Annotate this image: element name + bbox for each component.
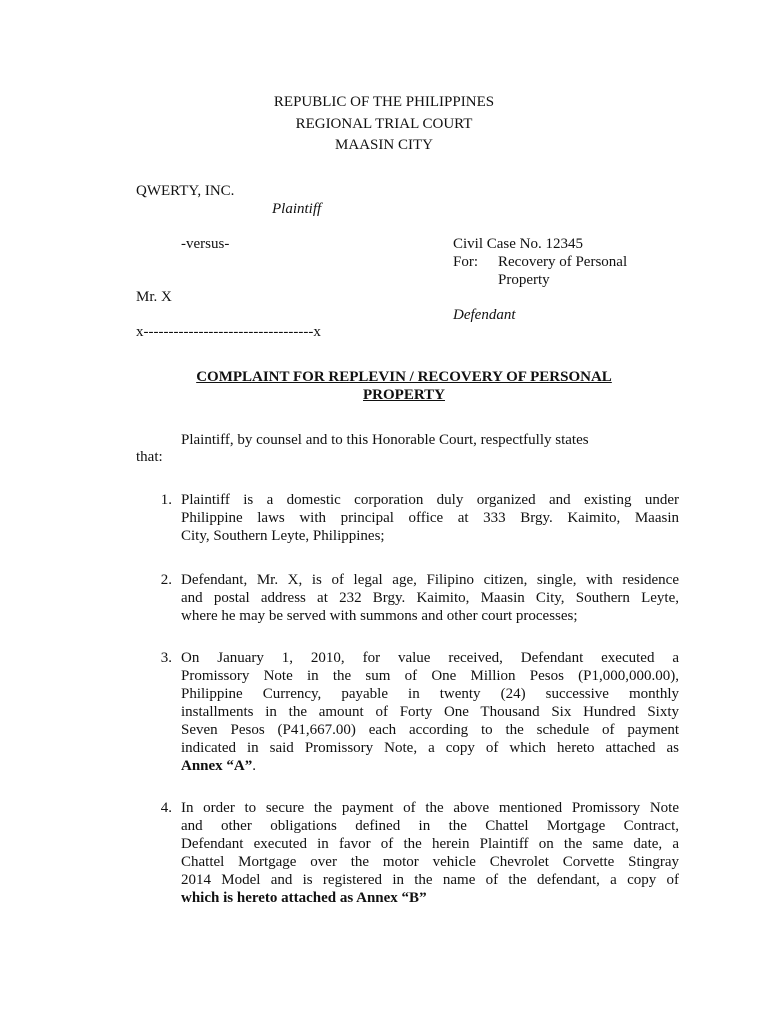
intro-line2: that: bbox=[136, 449, 163, 465]
item-4-line: Chattel Mortgage over the motor vehicle Chevrolet Corvette Stingray bbox=[181, 854, 679, 870]
item-3-line: Promissory Note in the sum of One Million Pesos (P1,000,000.00), bbox=[181, 668, 679, 684]
annex-b-reference: which is hereto attached as Annex “B” bbox=[181, 890, 427, 906]
item-4-line: 2014 Model and is registered in the name of the defendant, a copy of bbox=[181, 872, 679, 888]
item-3-body bbox=[181, 649, 679, 775]
caption-separator: x----------------------------------x bbox=[136, 324, 321, 340]
item-1-body bbox=[181, 491, 679, 545]
defendant-name: Mr. X bbox=[136, 289, 172, 305]
item-2-line: and postal address at 232 Brgy. Kaimito, Maasin City, Southern Leyte, bbox=[181, 590, 679, 606]
item-1-line: Plaintiff is a domestic corporation duly organized and existing under bbox=[181, 492, 679, 508]
item-3-line: indicated in said Promissory Note, a copy of which hereto attached as bbox=[181, 740, 679, 756]
court-header-city: MAASIN CITY bbox=[335, 137, 433, 153]
item-2-line: where he may be served with summons and other court processes; bbox=[181, 608, 578, 624]
item-2-number: 2. bbox=[160, 572, 172, 588]
case-for-label: For: bbox=[453, 254, 479, 270]
complaint-title-line1: COMPLAINT FOR REPLEVIN / RECOVERY OF PERSONAL bbox=[196, 369, 612, 385]
item-1-line: Philippine laws with principal office at 333 Brgy. Kaimito, Maasin bbox=[181, 510, 679, 526]
item-1-line: City, Southern Leyte, Philippines; bbox=[181, 528, 385, 544]
item-4-line: In order to secure the payment of the above mentioned Promissory Note bbox=[181, 800, 679, 816]
court-header-republic: REPUBLIC OF THE PHILIPPINES bbox=[273, 94, 495, 110]
item-3-line: On January 1, 2010, for value received, Defendant executed a bbox=[181, 650, 679, 666]
complaint-title-line2: PROPERTY bbox=[363, 387, 445, 403]
item-4-number: 4. bbox=[160, 800, 172, 816]
intro-line1: Plaintiff, by counsel and to this Honorable Court, respectfully states bbox=[181, 432, 589, 448]
item-4-body bbox=[181, 799, 679, 907]
defendant-role: Defendant bbox=[453, 307, 516, 323]
item-3-annex-line bbox=[181, 757, 679, 775]
versus-label: -versus- bbox=[181, 236, 230, 252]
court-header-rtc: REGIONAL TRIAL COURT bbox=[295, 116, 473, 132]
item-3-number: 3. bbox=[160, 650, 172, 666]
civil-case-number: Civil Case No. 12345 bbox=[453, 236, 583, 252]
item-4-line: Defendant executed in favor of the herein Plaintiff on the same date, a bbox=[181, 836, 679, 852]
annex-a-period: . bbox=[252, 758, 257, 774]
annex-a-reference: Annex “A” bbox=[181, 758, 253, 774]
item-3-line: Philippine Currency, payable in twenty (24) successive monthly bbox=[181, 686, 679, 702]
item-3-line: installments in the amount of Forty One Thousand Six Hundred Sixty bbox=[181, 704, 679, 720]
item-3-line: Seven Pesos (P41,667.00) each according to the schedule of payment bbox=[181, 722, 679, 738]
case-nature-line2: Property bbox=[498, 272, 550, 288]
item-1-number: 1. bbox=[160, 492, 172, 508]
plaintiff-name: QWERTY, INC. bbox=[136, 183, 235, 199]
item-2-body bbox=[181, 571, 679, 625]
case-nature-line1: Recovery of Personal bbox=[498, 254, 628, 270]
plaintiff-role: Plaintiff bbox=[272, 201, 322, 217]
item-2-line: Defendant, Mr. X, is of legal age, Filipino citizen, single, with residence bbox=[181, 572, 679, 588]
item-4-line: and other obligations defined in the Chattel Mortgage Contract, bbox=[181, 818, 679, 834]
